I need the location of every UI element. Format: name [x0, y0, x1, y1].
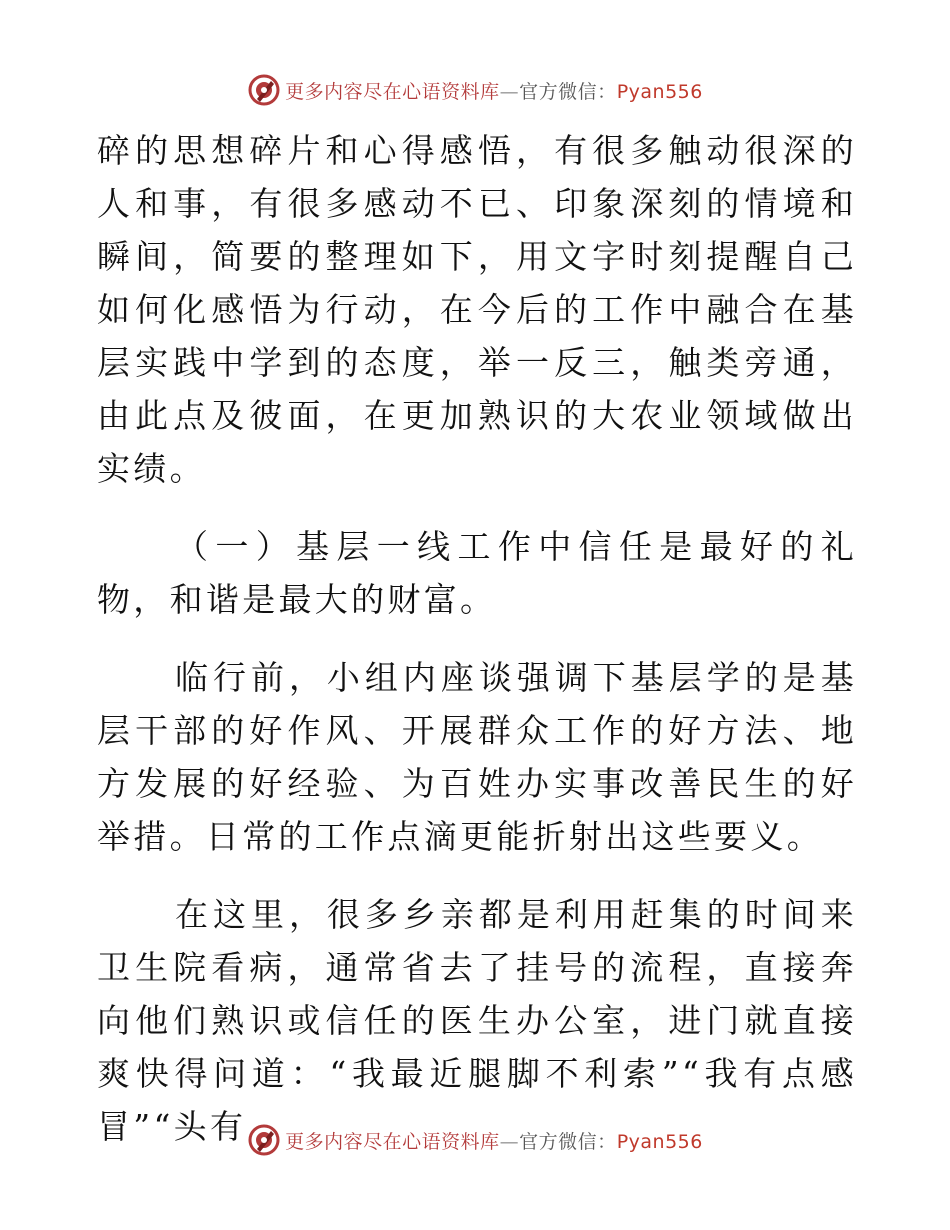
footer-watermark-banner	[0, 1120, 950, 1160]
banner-separator: —	[499, 80, 520, 103]
document-body	[97, 124, 857, 1153]
pen-circle-logo-icon	[247, 1123, 281, 1157]
banner-text	[285, 77, 703, 104]
paragraph: 临行前，小组内座谈强调下基层学的是基层干部的好作风、开展群众工作的好方法、地方发展的好经验、为百姓办实事改善民生的好举措。日常的工作点滴更能折射出这些要义。	[97, 658, 857, 856]
banner-wechat-id: Pyan556	[616, 80, 703, 103]
banner-separator: —	[499, 1130, 520, 1153]
banner-wechat-id: Pyan556	[616, 1130, 703, 1153]
banner-wechat-label: 官方微信：	[519, 1130, 617, 1153]
section-heading: （一）基层一线工作中信任是最好的礼物，和谐是最大的财富。	[97, 527, 857, 619]
header-watermark-banner	[0, 70, 950, 110]
banner-text	[285, 1127, 703, 1154]
banner-site-text: 更多内容尽在心语资料库	[285, 80, 500, 103]
banner-site-text: 更多内容尽在心语资料库	[285, 1130, 500, 1153]
pen-circle-logo-icon	[247, 73, 281, 107]
paragraph: 在这里，很多乡亲都是利用赶集的时间来卫生院看病，通常省去了挂号的流程，直接奔向他们熟识或信任的医生办公室，进门就直接爽快得问道：“我最近腿脚不利索”“我有点感冒”“头有	[97, 895, 857, 1146]
paragraph-continued: 碎的思想碎片和心得感悟，有很多触动很深的人和事，有很多感动不已、印象深刻的情境和瞬间，简要的整理如下，用文字时刻提醒自己如何化感悟为行动，在今后的工作中融合在基层实践中学到的态度，举一反三，触类旁通，由此点及彼面，在更加熟识的大农业领域做出实绩。	[97, 131, 857, 488]
banner-wechat-label: 官方微信：	[519, 80, 617, 103]
